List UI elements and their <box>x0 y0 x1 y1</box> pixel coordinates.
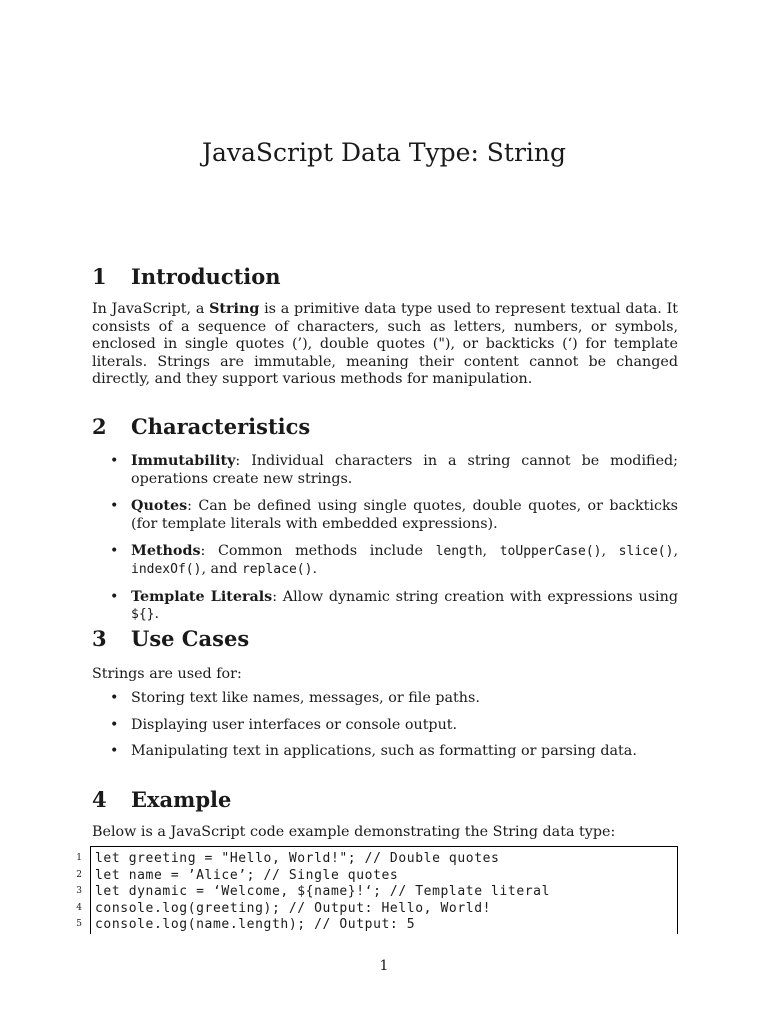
item-text: Displaying user interfaces or console output. <box>131 716 458 733</box>
section-heading-characteristics <box>92 414 310 439</box>
line-number: 4 <box>76 902 82 913</box>
section-heading-use-cases <box>92 626 249 651</box>
list-item <box>110 589 678 624</box>
separator: , <box>601 543 619 560</box>
line-number: 2 <box>76 869 82 880</box>
code-line: let greeting = "Hello, World!"; // Double quotes <box>95 851 500 866</box>
code-length: length <box>435 544 483 560</box>
item-term: Methods <box>131 543 201 560</box>
list-item <box>110 717 678 735</box>
characteristics-list <box>110 453 678 624</box>
list-item <box>110 743 678 761</box>
separator: , <box>482 543 500 560</box>
code-replace: replace() <box>241 561 313 577</box>
section-title: Use Cases <box>131 626 250 651</box>
list-item <box>110 453 678 488</box>
code-indexof: indexOf() <box>131 561 202 577</box>
intro-text-end: is a primitive data type used to represent textual data. It consists of a sequence of characters, such as letters, numbers, or symbols, enclosed in single quotes (’), double quotes ("), or backticks (‘) for template literals. Strings are immutable, meaning their content cannot be changed directly, and they support various methods for manipulation. <box>92 301 678 388</box>
intro-text-bold: String <box>209 301 260 317</box>
section-number: 3 <box>92 626 107 651</box>
item-text: : Can be defined using single quotes, double quotes, or backticks (for template literals with embedded expressions). <box>131 498 678 532</box>
bullet-glyph: • <box>110 716 119 733</box>
item-text: : Allow dynamic string creation with expressions using <box>272 588 678 605</box>
section-title: Introduction <box>131 264 281 289</box>
item-term: Quotes <box>131 498 188 515</box>
separator: , and <box>201 560 242 577</box>
code-slice: slice() <box>618 544 674 560</box>
document-title: JavaScript Data Type: String <box>201 138 567 167</box>
item-text: Manipulating text in applications, such as formatting or parsing data. <box>131 743 637 760</box>
code-touppercase: toUpperCase() <box>499 544 602 560</box>
section-number: 2 <box>92 414 107 439</box>
page-number: 1 <box>379 958 389 974</box>
use-cases-lead: Strings are used for: <box>92 666 242 682</box>
code-line: let name = ’Alice’; // Single quotes <box>95 867 399 883</box>
section-title: Characteristics <box>131 414 311 439</box>
intro-text-start: In JavaScript, a <box>92 301 210 317</box>
line-number: 5 <box>76 919 82 930</box>
list-item <box>110 690 678 708</box>
section-number: 4 <box>92 787 107 812</box>
code-line: console.log(greeting); // Output: Hello, World! <box>95 900 492 916</box>
line-number: 1 <box>76 853 82 863</box>
section-heading-introduction <box>92 264 281 289</box>
line-number: 3 <box>76 886 82 897</box>
code-line: console.log(name.length); // Output: 5 <box>95 917 416 933</box>
section-heading-example <box>92 787 231 812</box>
list-item <box>110 498 678 533</box>
code-listing <box>90 846 678 934</box>
item-text: Storing text like names, messages, or file paths. <box>131 690 480 706</box>
list-item <box>110 543 678 578</box>
bullet-glyph: • <box>110 543 119 560</box>
item-term: Template Literals <box>131 588 273 605</box>
code-line-numbers <box>66 850 82 933</box>
item-end: . <box>154 606 160 623</box>
use-cases-list <box>110 690 678 761</box>
bullet-glyph: • <box>110 588 119 605</box>
section-number: 1 <box>92 264 107 289</box>
item-end: . <box>312 560 317 577</box>
item-text: : Common methods include <box>200 543 436 560</box>
code-template-expression: ${} <box>131 607 155 623</box>
example-lead: Below is a JavaScript code example demonstrating the String data type: <box>92 824 616 840</box>
item-text: : Individual characters in a string cannot be modified; operations create new strings. <box>131 453 678 487</box>
code-line: let dynamic = ‘Welcome, ${name}!‘; // Template literal <box>95 884 551 900</box>
intro-paragraph <box>92 301 678 389</box>
bullet-glyph: • <box>110 498 119 515</box>
bullet-glyph: • <box>110 743 119 760</box>
section-title: Example <box>131 787 232 812</box>
bullet-glyph: • <box>110 453 119 469</box>
separator: , <box>673 543 679 560</box>
bullet-glyph: • <box>110 690 119 706</box>
item-term: Immutability <box>131 453 236 469</box>
